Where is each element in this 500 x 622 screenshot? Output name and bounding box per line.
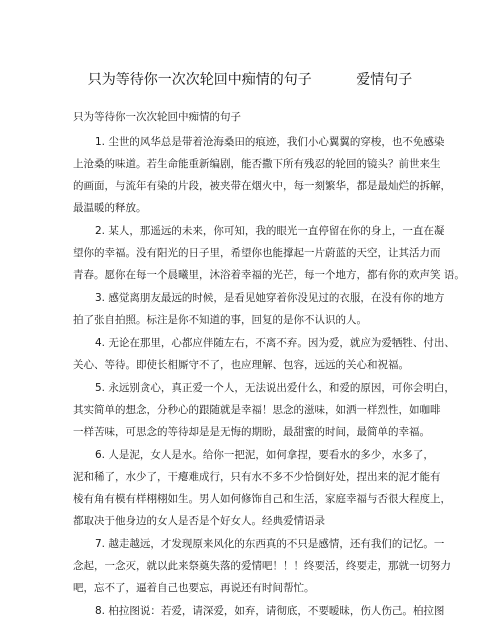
- paragraph-line: 泥和稀了，水少了，干瘪难成行，只有水不多不少恰倒好处，捏出来的泥才能有: [73, 471, 441, 483]
- paragraph-line: 8. 柏拉图说：若爱，请深爱，如弃，请彻底，不要暧昧，伤人伤己。柏拉图: [95, 605, 445, 617]
- paragraph-line: 青春。愿你在每一个晨曦里，沐浴着幸福的光芒，每一个地方，都有你的欢声笑 语。: [73, 269, 465, 281]
- paragraph-line: 关心、等待。即使长相厮守不了，也应理解、包容，远远的关心和祝福。: [73, 359, 409, 371]
- page-title: 只为等待你一次次轮回中痴情的句子 爱情句子: [87, 72, 413, 88]
- paragraph-line: 其实简单的想念，分秒心的跟随就是幸福！思念的滋味，如洒一样烈性，如咖啡: [73, 404, 441, 416]
- paragraph-3: [73, 287, 445, 331]
- paragraph-line: 上沧桑的味道。若生命能重新编剧，能否撒下所有残忍的轮回的镜头？前世来生: [73, 158, 441, 170]
- paragraph-line: 5. 永远别贪心，真正爱一个人，无法说出爱什么，和爱的原因，可你会明白，: [95, 382, 455, 394]
- paragraph-line: 7. 越走越远，才发现原来风化的东西真的不只是感情，还有我们的记忆。一: [95, 538, 445, 550]
- paragraph-line: 6. 人是泥，女人是水。给你一把泥，如何拿捏，要看水的多少，水多了，: [95, 449, 434, 461]
- paragraph-2: [73, 220, 465, 286]
- paragraph-1: [73, 131, 451, 219]
- paragraph-5: [73, 377, 455, 443]
- paragraph-line: 吧，忘不了，逼着自己也要忘，再说还有时间帮忙。: [73, 582, 315, 594]
- paragraph-line: 最温暖的释放。: [73, 202, 147, 214]
- paragraph-8: [73, 600, 445, 622]
- paragraph-line: 望你的幸福。没有阳光的日子里，希望你也能撑起一片蔚蓝的天空，让其活力而: [73, 247, 441, 259]
- paragraph-line: 1. 尘世的风华总是带着沧海桑田的痕迹，我们小心翼翼的穿梭，也不免感染: [95, 136, 445, 148]
- paragraph-4: [73, 332, 455, 376]
- paragraph-line: 棱有角有模有样栩栩如生。男人如何修饰自己和生活，家庭幸福与否很大程度上，: [73, 493, 451, 505]
- paragraph-line: 一样苦味，可思念的等待却是是无悔的期盼，最甜蜜的时间，最简单的幸福。: [73, 426, 430, 438]
- paragraph-line: 念起，一念灭，就以此来祭奠失落的爱情吧！！！终要活，终要走，那就一切努力: [73, 560, 451, 572]
- paragraph-line: 4. 无论在那里，心都应伴随左右，不离不弃。因为爱，就应为爱牺牲、付出、: [95, 337, 455, 349]
- paragraph-7: [73, 533, 451, 599]
- paragraph-line: 拍了张自拍照。标注是你不知道的事，回复的是你不认识的人。: [73, 314, 367, 326]
- paragraph-6: [73, 444, 451, 532]
- article-body: [73, 107, 465, 622]
- article-subtitle: 只为等待你一次次轮回中痴情的句子: [73, 111, 241, 123]
- paragraph-line: 3. 感觉离朋友最远的时候，是看见她穿着你没见过的衣服，在没有你的地方: [95, 292, 445, 304]
- paragraph-line: 的画面，与流年有染的片段，被夹带在烟火中，每一刻繁华，都是最灿烂的拆解，: [73, 180, 451, 192]
- paragraph-line: 2. 某人，那遥远的未来，你可知，我的眼光一直停留在你的身上，一直在凝: [95, 225, 445, 237]
- paragraph-line: 都取决于他身边的女人是否是个好女人。经典爱情语录: [73, 515, 325, 527]
